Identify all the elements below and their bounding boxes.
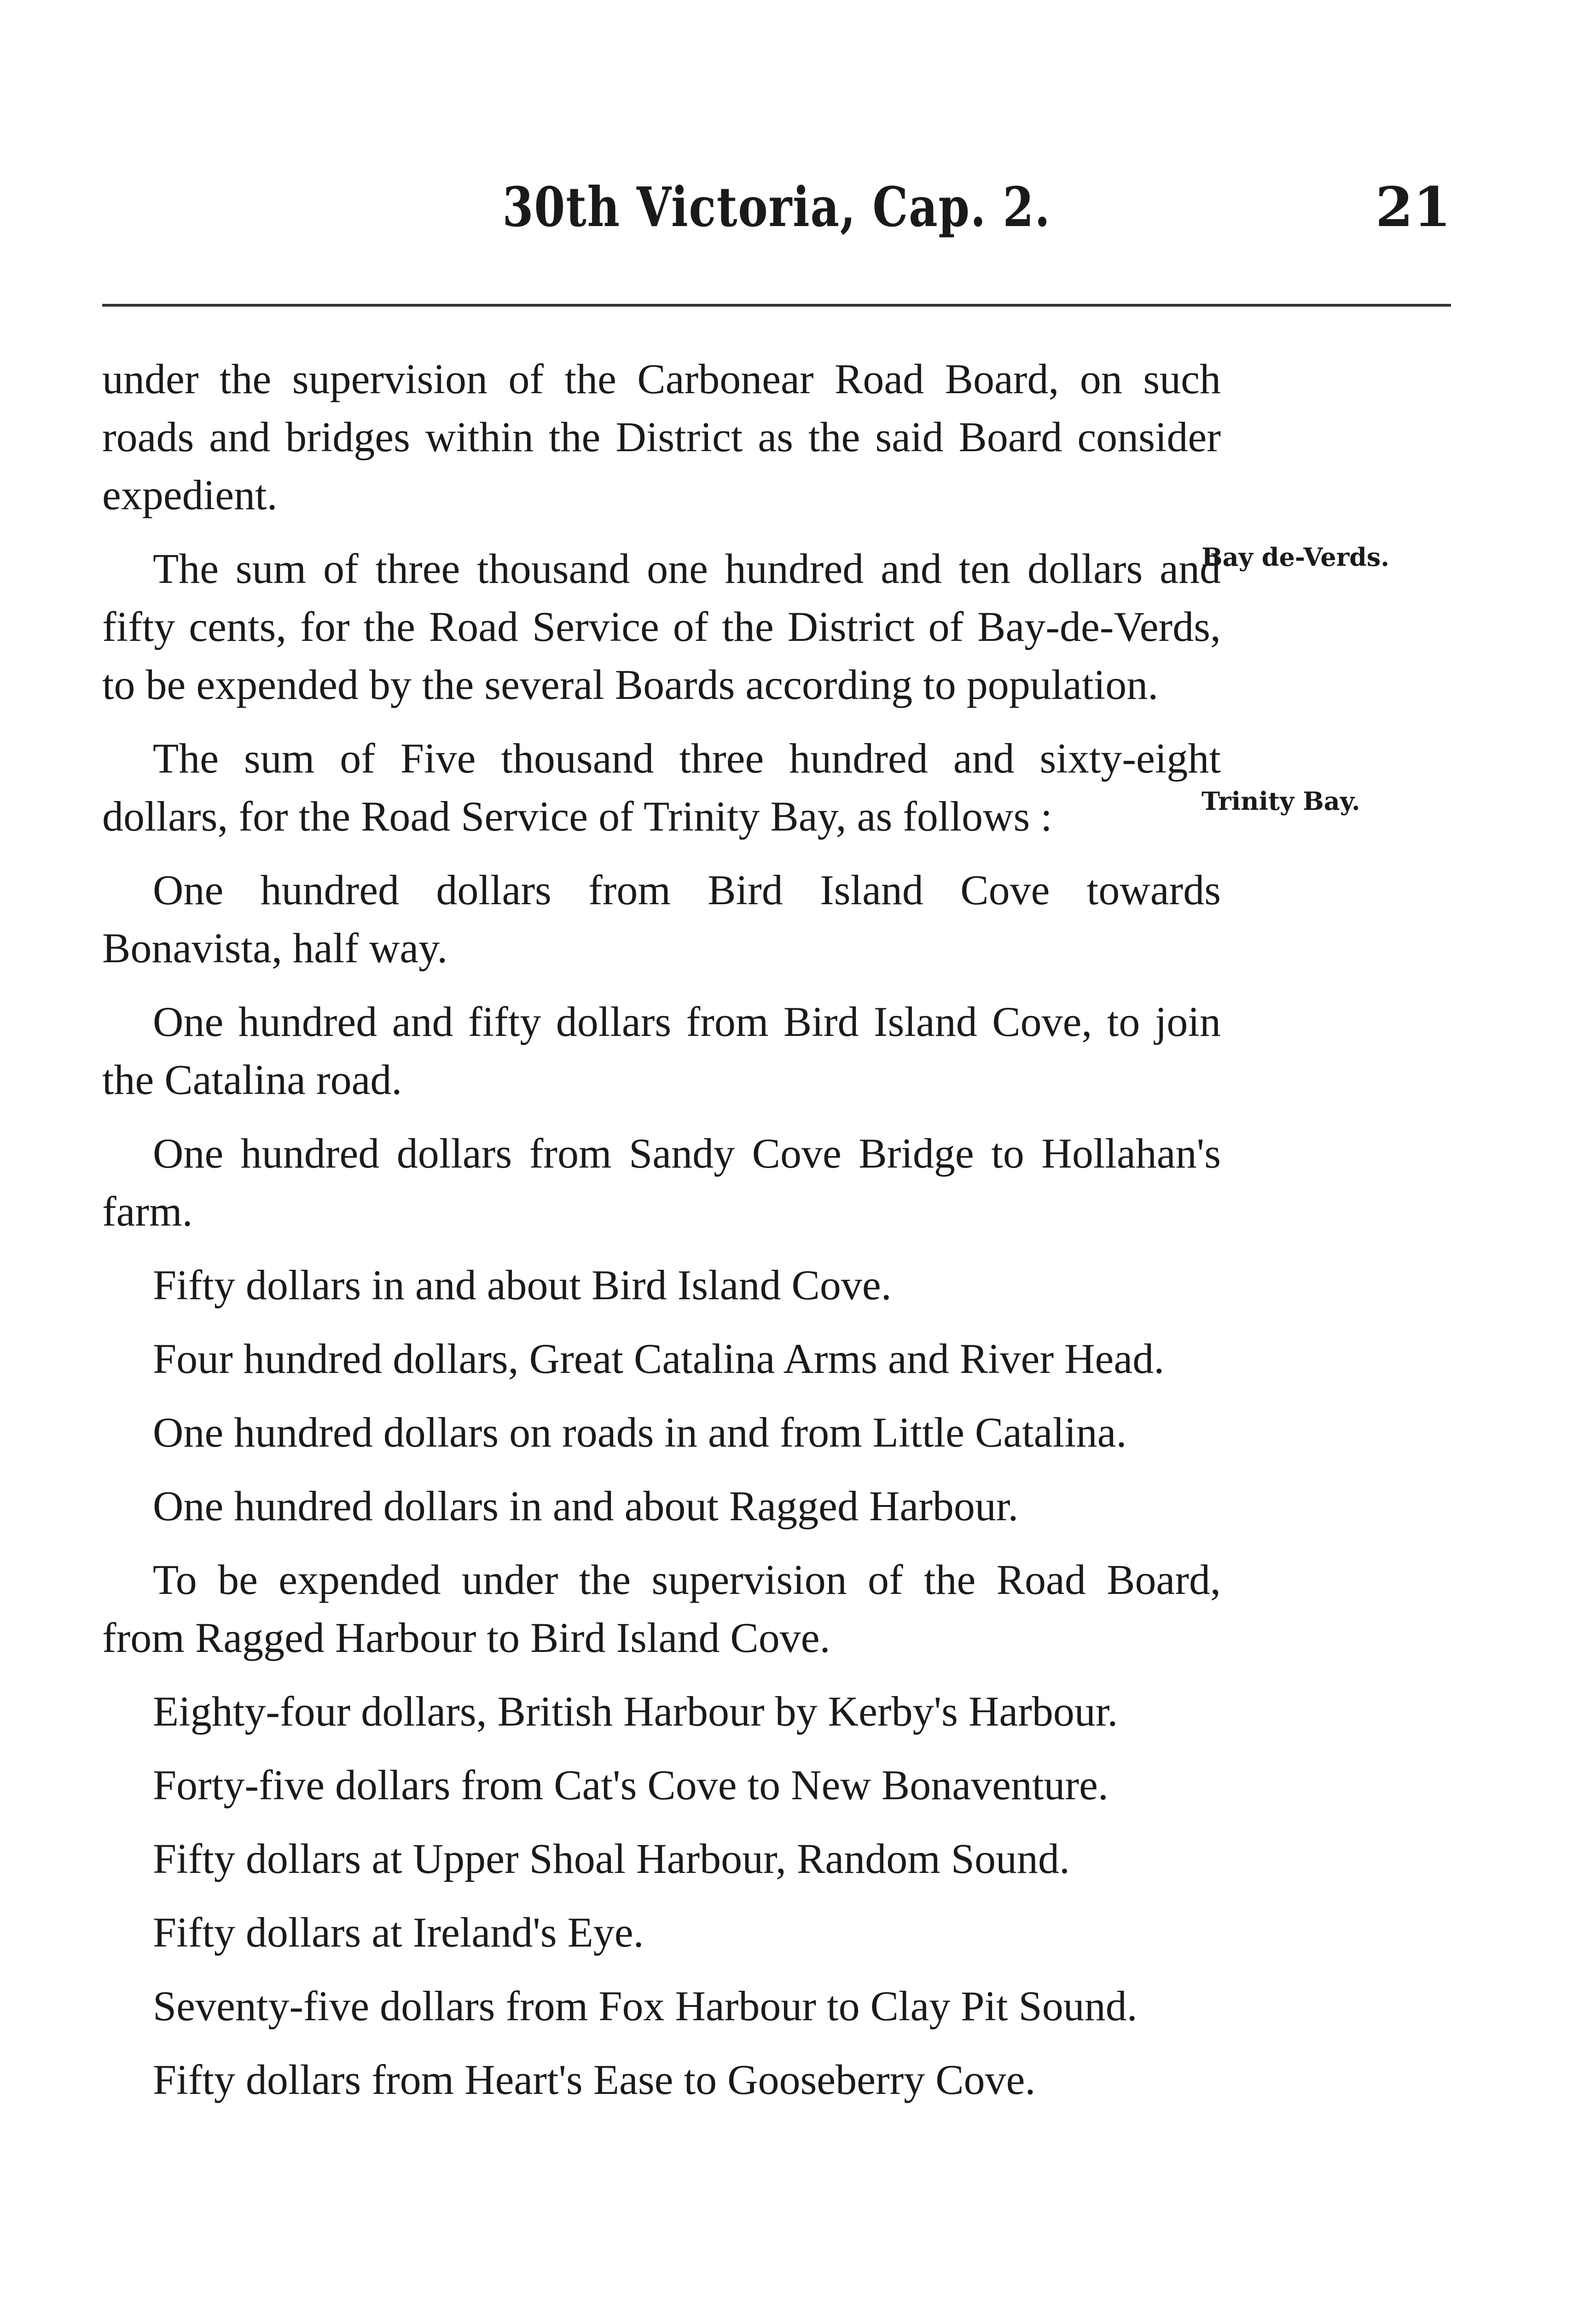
paragraph: Eighty-four dollars, British Harbour by Kerby's Harbour. [153,1688,1118,1735]
paragraph: One hundred dollars on roads in and from Little Catalina. [153,1409,1127,1456]
paragraph: One hundred dollars from Bird Island Cove towards Bonavista, half way. [102,866,1221,971]
paragraph: Four hundred dollars, Great Catalina Arms and River Head. [153,1335,1165,1382]
paragraph: Fifty dollars in and about Bird Island Cove. [153,1261,892,1308]
paragraph: Fifty dollars at Upper Shoal Harbour, Random Sound. [153,1835,1070,1882]
paragraph: To be expended under the supervision of the Road Board, from Ragged Harbour to Bird Island Cove. [102,1556,1221,1661]
paragraph: One hundred dollars from Sandy Cove Bridge to Hollahan's farm. [102,1130,1221,1235]
margin-note-bay-de-verds: Bay de-Verds. [1201,542,1390,572]
page-header [102,175,1451,258]
running-title: 30th Victoria, Cap. 2. [502,175,1051,239]
paragraph: Fifty dollars from Heart's Ease to Gooseberry Cove. [153,2056,1036,2103]
margin-note-trinity-bay: Trinity Bay. [1201,786,1360,816]
body-text [102,350,1221,2124]
header-rule [102,304,1451,307]
paragraph: Seventy-five dollars from Fox Harbour to Clay Pit Sound. [153,1982,1138,2029]
paragraph: One hundred and fifty dollars from Bird Island Cove, to join the Catalina road. [102,998,1221,1103]
page-number: 21 [1375,175,1451,239]
paragraph: Forty-five dollars from Cat's Cove to New Bonaventure. [153,1761,1108,1808]
paragraph: The sum of Five thousand three hundred and sixty-eight dollars, for the Road Service of Trinity Bay, as follows : [102,735,1221,840]
paragraph: One hundred dollars in and about Ragged Harbour. [153,1482,1019,1529]
paragraph: under the supervision of the Carbonear Road Board, on such roads and bridges within the District as the said Board consider expedient. [102,355,1221,518]
paragraph: The sum of three thousand one hundred and ten dollars and fifty cents, for the Road Service of the District of Bay-de-Verds, to be expended by the several Boards according to population. [102,545,1221,708]
paragraph: Fifty dollars at Ireland's Eye. [153,1909,644,1956]
